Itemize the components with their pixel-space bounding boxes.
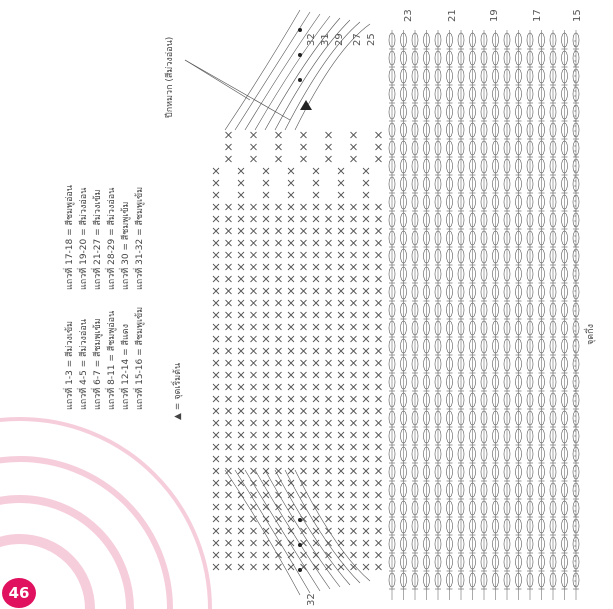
legend-item: แถวที่ 31-32 = สีชมพูเข้ม <box>135 186 145 290</box>
legend-item: แถวที่ 6-7 = สีชมพูเข้ม <box>93 318 103 410</box>
row-number: 32 <box>306 33 317 46</box>
annotation-pointer <box>185 60 250 100</box>
brim-fan-line <box>255 16 330 130</box>
brim-annotation-label: ปีกหมวก (สีม่วงอ่อน) <box>165 36 175 118</box>
marker-dot <box>298 518 302 522</box>
start-triangle-icon: ▲ <box>173 410 183 420</box>
brim-fan-line <box>225 10 300 130</box>
row-number: 31 <box>320 33 331 46</box>
brim-fan-line <box>245 470 320 591</box>
row-number: 25 <box>366 33 377 46</box>
page-number: 46 <box>2 578 36 608</box>
marker-dot <box>298 568 302 572</box>
brim-fan-line <box>285 470 360 583</box>
row-number: 15 <box>572 9 583 22</box>
legend-item: แถวที่ 8-11 = สีชมพูอ่อน <box>107 310 117 410</box>
marker-dot <box>298 28 302 32</box>
row-number: 32 <box>306 593 317 606</box>
brim-fan-line <box>275 470 350 585</box>
legend-item: แถวที่ 21-27 = สีม่วงเข้ม <box>93 189 103 290</box>
legend-item: แถวที่ 15-16 = สีชมพูเข้ม <box>135 306 145 410</box>
center-point-label: จุดกึ่ง <box>586 324 596 345</box>
brim-fan-line <box>225 470 300 595</box>
legend-item: แถวที่ 17-18 = สีชมพูอ่อน <box>65 185 75 290</box>
legend-item: แถวที่ 30 = สีชมพูเข้ม <box>121 201 131 290</box>
start-point-label: ▲ = จุดเริ่มต้น <box>173 362 183 420</box>
brim-fan-line <box>235 470 310 593</box>
row-number: 21 <box>447 9 458 22</box>
row-number: 19 <box>489 9 500 22</box>
row-number: 23 <box>403 9 414 22</box>
legend-item: แถวที่ 28-29 = สีม่วงอ่อน <box>107 187 117 290</box>
legend-item: แถวที่ 19-20 = สีม่วงอ่อน <box>79 187 89 290</box>
row-number: 17 <box>532 9 543 22</box>
row-number: 27 <box>352 33 363 46</box>
legend-item: แถวที่ 12-14 = สีแดง <box>121 323 131 410</box>
legend-item: แถวที่ 1-3 = สีม่วงเข้ม <box>65 320 75 410</box>
row-number: 29 <box>334 33 345 46</box>
decorative-ring <box>0 419 210 609</box>
marker-dot <box>298 78 302 82</box>
marker-dot <box>298 543 302 547</box>
marker-dot <box>298 53 302 57</box>
legend-item: แถวที่ 4-5 = สีม่วงอ่อน <box>79 319 89 410</box>
